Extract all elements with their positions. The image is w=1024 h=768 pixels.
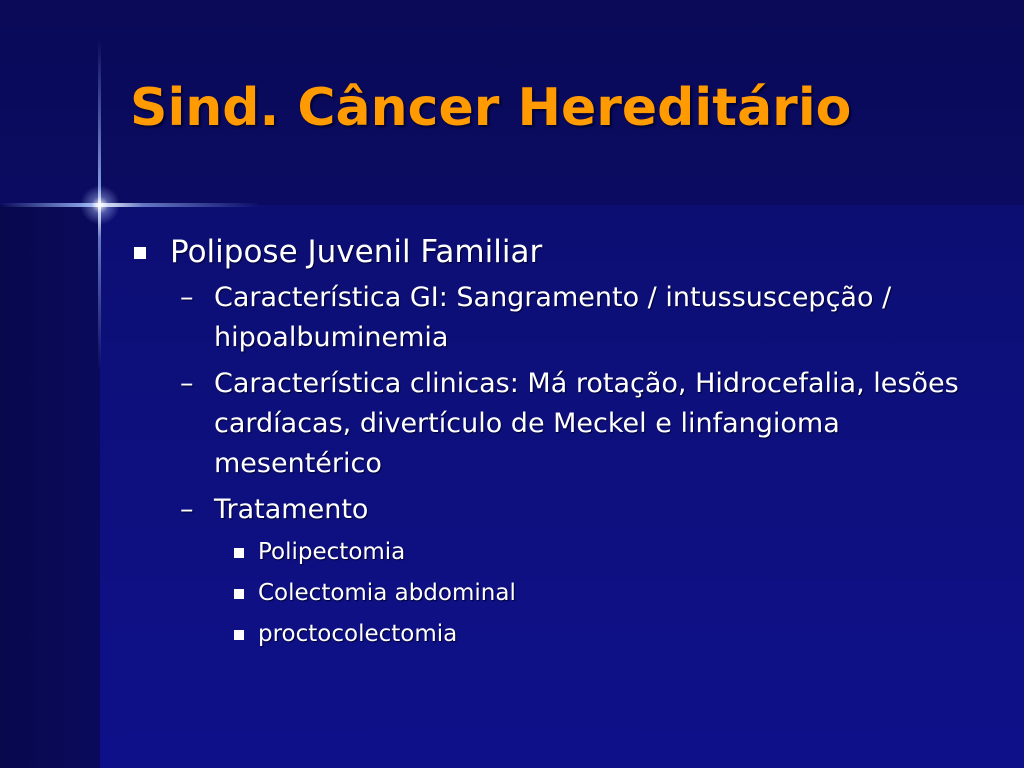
sparkle-horizontal-line (0, 203, 260, 207)
square-bullet-icon (234, 548, 244, 558)
dash-marker: – (180, 368, 194, 399)
dash-marker: – (180, 282, 194, 313)
sub-item-caracteristica-gi (130, 278, 970, 358)
sub-sub-item-text: Colectomia abdominal (258, 580, 516, 606)
square-bullet-icon (234, 630, 244, 640)
sub-item-caracteristica-clinicas (130, 364, 970, 484)
dash-marker: – (180, 494, 194, 525)
slide-title: Sind. Câncer Hereditário (130, 78, 852, 138)
slide-content (130, 232, 970, 659)
bullet-item-polipose (130, 232, 970, 272)
sub-sub-item-colectomia (130, 577, 970, 609)
sub-item-tratamento (130, 490, 970, 530)
bullet-text: Polipose Juvenil Familiar (170, 234, 543, 270)
sub-item-text: Tratamento (214, 494, 369, 525)
sparkle-star-icon (80, 185, 120, 225)
sub-item-text: Característica GI: Sangramento / intussuscepção / hipoalbuminemia (214, 282, 892, 353)
sub-sub-item-polipectomia (130, 536, 970, 568)
sub-sub-item-text: proctocolectomia (258, 621, 458, 647)
square-bullet-icon (134, 247, 146, 259)
square-bullet-icon (234, 589, 244, 599)
sub-item-text: Característica clinicas: Má rotação, Hidrocefalia, lesões cardíacas, divertículo de Meckel e linfangioma mesentérico (214, 368, 959, 479)
sub-sub-item-proctocolectomia (130, 618, 970, 650)
sub-sub-item-text: Polipectomia (258, 539, 406, 565)
